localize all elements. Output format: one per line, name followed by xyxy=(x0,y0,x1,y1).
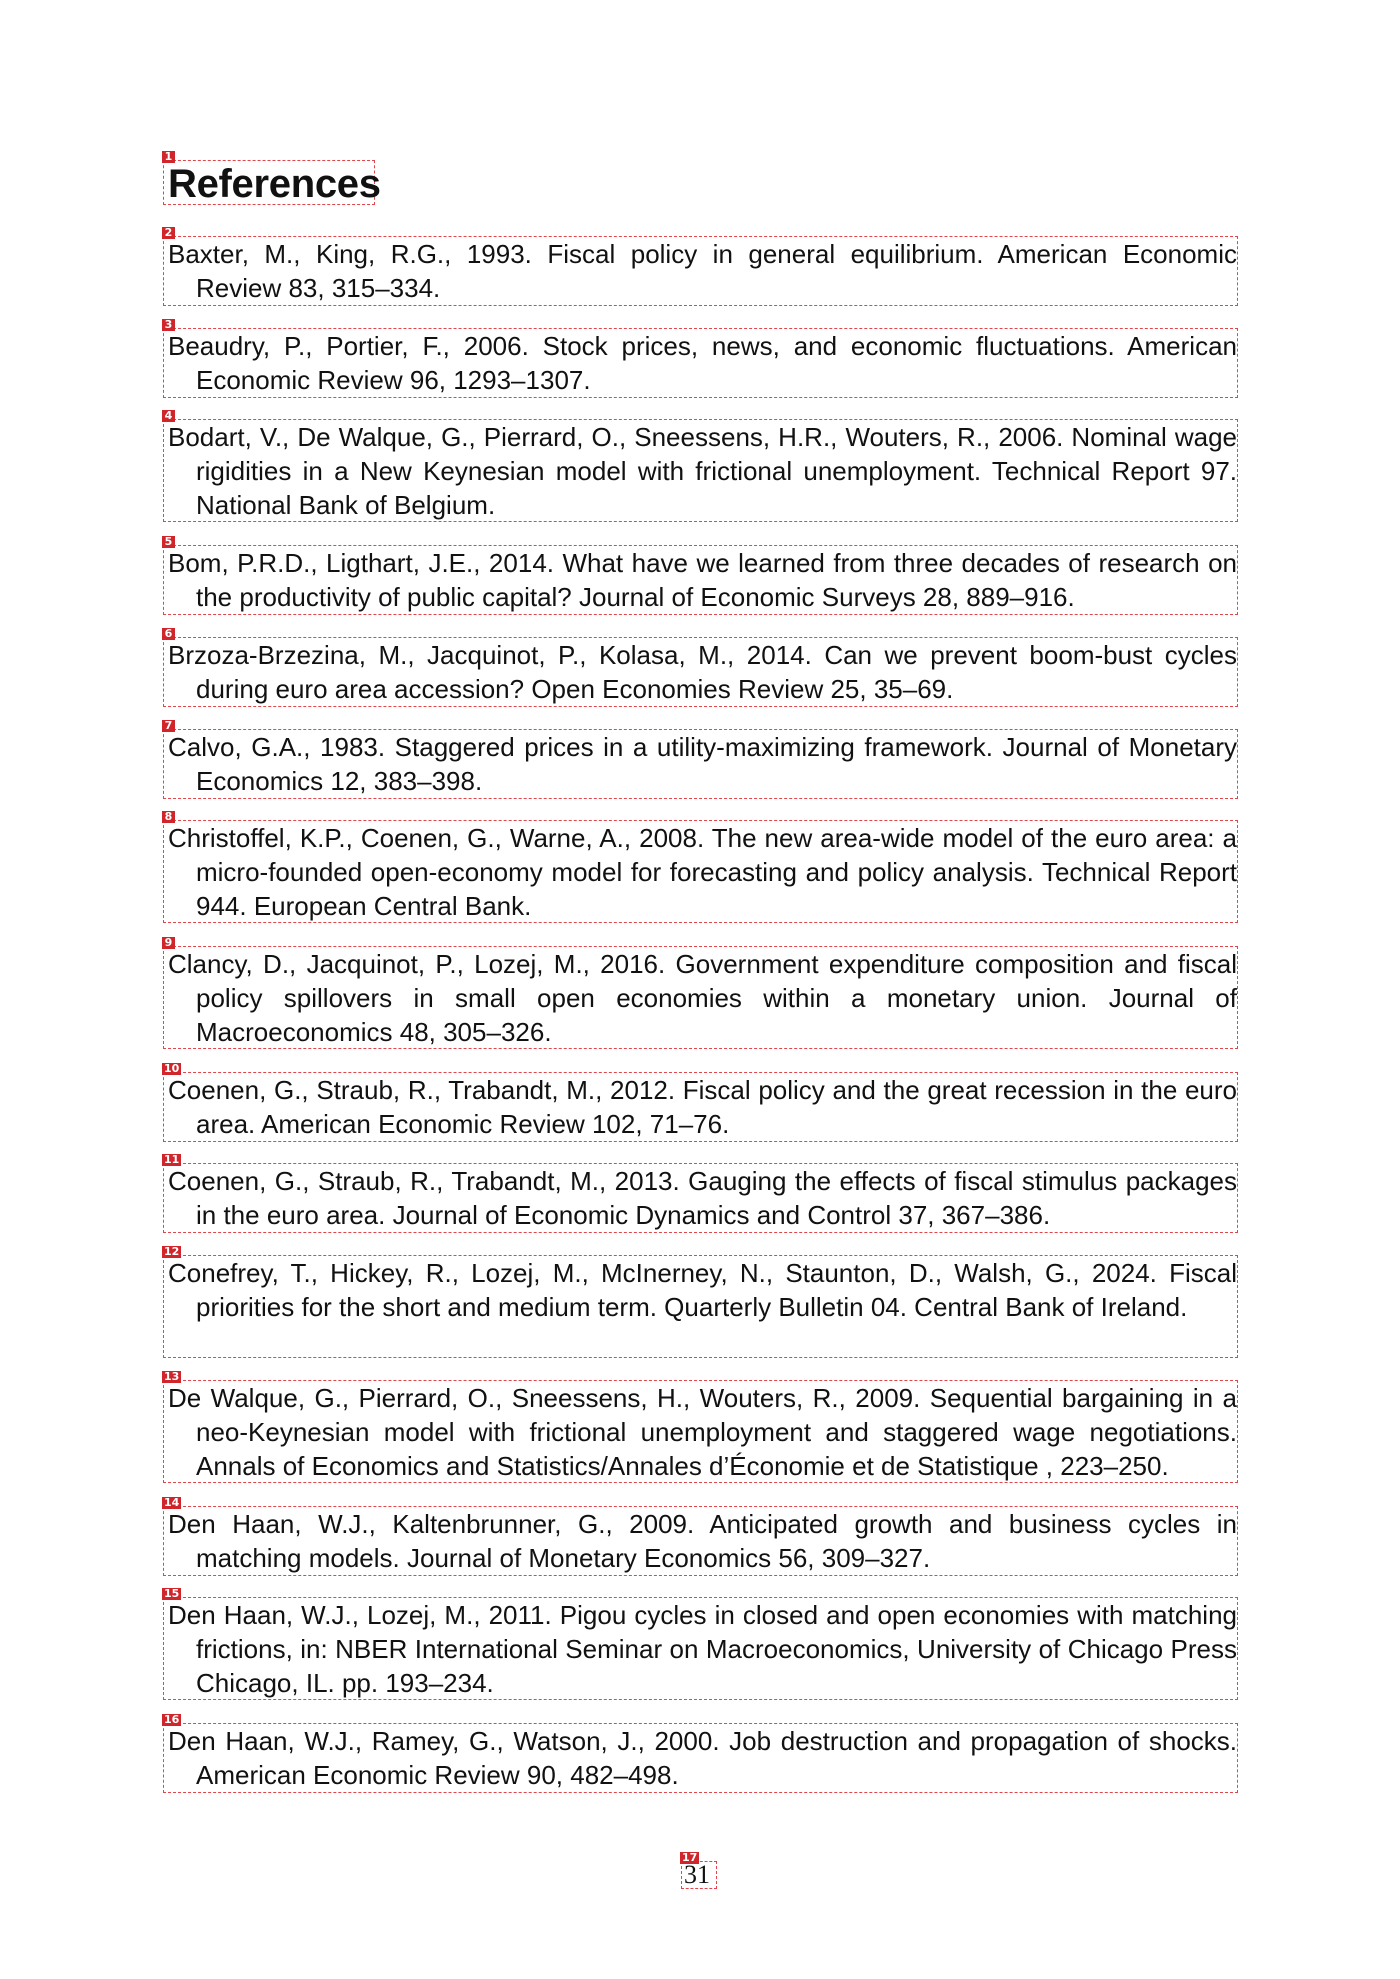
region-badge: 11 xyxy=(164,1153,180,1166)
reference-entry xyxy=(163,1245,1238,1358)
region-badge: 14 xyxy=(164,1496,180,1509)
reference-text: Den Haan, W.J., Ramey, G., Watson, J., 2000. Job destruction and propagation of shocks. American Economic Review 90, 482–498. xyxy=(168,1726,1237,1790)
reference-entry xyxy=(163,1496,1238,1576)
references-heading-block xyxy=(163,150,381,206)
region-badge: 12 xyxy=(164,1245,180,1258)
region-badge: 6 xyxy=(162,628,175,640)
reference-entry xyxy=(163,936,1238,1049)
reference-text: Den Haan, W.J., Lozej, M., 2011. Pigou cycles in closed and open economies with matching frictions, in: NBER International Seminar on Macroeconomics, University of Chicago Press Chicago, IL. pp. 193–234. xyxy=(168,1600,1237,1698)
region-badge: 13 xyxy=(164,1370,180,1383)
reference-text: Baxter, M., King, R.G., 1993. Fiscal policy in general equilibrium. American Economic Review 83, 315–334. xyxy=(168,239,1237,303)
reference-text: Den Haan, W.J., Kaltenbrunner, G., 2009. Anticipated growth and business cycles in matching models. Journal of Monetary Economics 56, 309–327. xyxy=(168,1509,1237,1573)
references-heading: References xyxy=(168,162,381,206)
reference-entry xyxy=(163,1587,1238,1700)
reference-entry xyxy=(163,810,1238,923)
reference-text: Clancy, D., Jacquinot, P., Lozej, M., 2016. Government expenditure composition and fiscal policy spillovers in small open economies within a monetary union. Journal of Macroeconomics 48, 305–326. xyxy=(168,949,1237,1047)
reference-entry xyxy=(163,318,1238,398)
reference-text: Bom, P.R.D., Ligthart, J.E., 2014. What have we learned from three decades of research on the productivity of public capital? Journal of Economic Surveys 28, 889–916. xyxy=(168,548,1237,612)
reference-text: Calvo, G.A., 1983. Staggered prices in a utility-maximizing framework. Journal of Monetary Economics 12, 383–398. xyxy=(168,732,1237,796)
region-badge: 10 xyxy=(164,1062,180,1075)
region-badge: 3 xyxy=(162,319,175,331)
reference-text: Conefrey, T., Hickey, R., Lozej, M., McInerney, N., Staunton, D., Walsh, G., 2024. Fiscal priorities for the short and medium term. Quarterly Bulletin 04. Central Bank of Ireland. xyxy=(168,1258,1237,1322)
region-badge: 17 xyxy=(682,1851,698,1864)
region-badge: 1 xyxy=(162,151,175,163)
reference-entry xyxy=(163,1713,1238,1793)
reference-text: Brzoza-Brzezina, M., Jacquinot, P., Kolasa, M., 2014. Can we prevent boom-bust cycles during euro area accession? Open Economies Review 25, 35–69. xyxy=(168,640,1237,704)
reference-entry xyxy=(163,719,1238,799)
region-badge: 5 xyxy=(162,536,175,548)
reference-entry xyxy=(163,627,1238,707)
reference-text: Beaudry, P., Portier, F., 2006. Stock prices, news, and economic fluctuations. American Economic Review 96, 1293–1307. xyxy=(168,331,1237,395)
reference-entry xyxy=(163,1153,1238,1233)
region-badge: 2 xyxy=(162,227,175,239)
reference-text: Christoffel, K.P., Coenen, G., Warne, A., 2008. The new area-wide model of the euro area: a micro-founded open-economy model for forecasting and policy analysis. Technical Report 944. European Central Bank. xyxy=(168,823,1237,921)
reference-text: Coenen, G., Straub, R., Trabandt, M., 2012. Fiscal policy and the great recession in the euro area. American Economic Review 102, 71–76. xyxy=(168,1075,1237,1139)
page-number-block xyxy=(681,1851,717,1889)
region-badge: 16 xyxy=(164,1713,180,1726)
region-badge: 4 xyxy=(162,410,175,422)
reference-text: Coenen, G., Straub, R., Trabandt, M., 2013. Gauging the effects of fiscal stimulus packages in the euro area. Journal of Economic Dynamics and Control 37, 367–386. xyxy=(168,1166,1237,1230)
page-number: 31 xyxy=(684,1860,710,1889)
region-badge: 9 xyxy=(162,937,175,949)
reference-text: De Walque, G., Pierrard, O., Sneessens, H., Wouters, R., 2009. Sequential bargaining in a neo-Keynesian model with frictional unemployment and staggered wage negotiations. Annals of Economics and Statistics/Annales d’Économie et de Statistique , 223–250. xyxy=(168,1383,1237,1481)
reference-entry xyxy=(163,409,1238,522)
reference-text: Bodart, V., De Walque, G., Pierrard, O., Sneessens, H.R., Wouters, R., 2006. Nominal wage rigidities in a New Keynesian model with frictional unemployment. Technical Report 97. National Bank of Belgium. xyxy=(168,422,1237,520)
region-badge: 8 xyxy=(162,811,175,823)
reference-entry xyxy=(163,1062,1238,1142)
region-badge: 15 xyxy=(164,1587,180,1600)
reference-entry xyxy=(163,535,1238,615)
region-badge: 7 xyxy=(162,720,175,732)
reference-entry xyxy=(163,226,1238,306)
reference-entry xyxy=(163,1370,1238,1483)
